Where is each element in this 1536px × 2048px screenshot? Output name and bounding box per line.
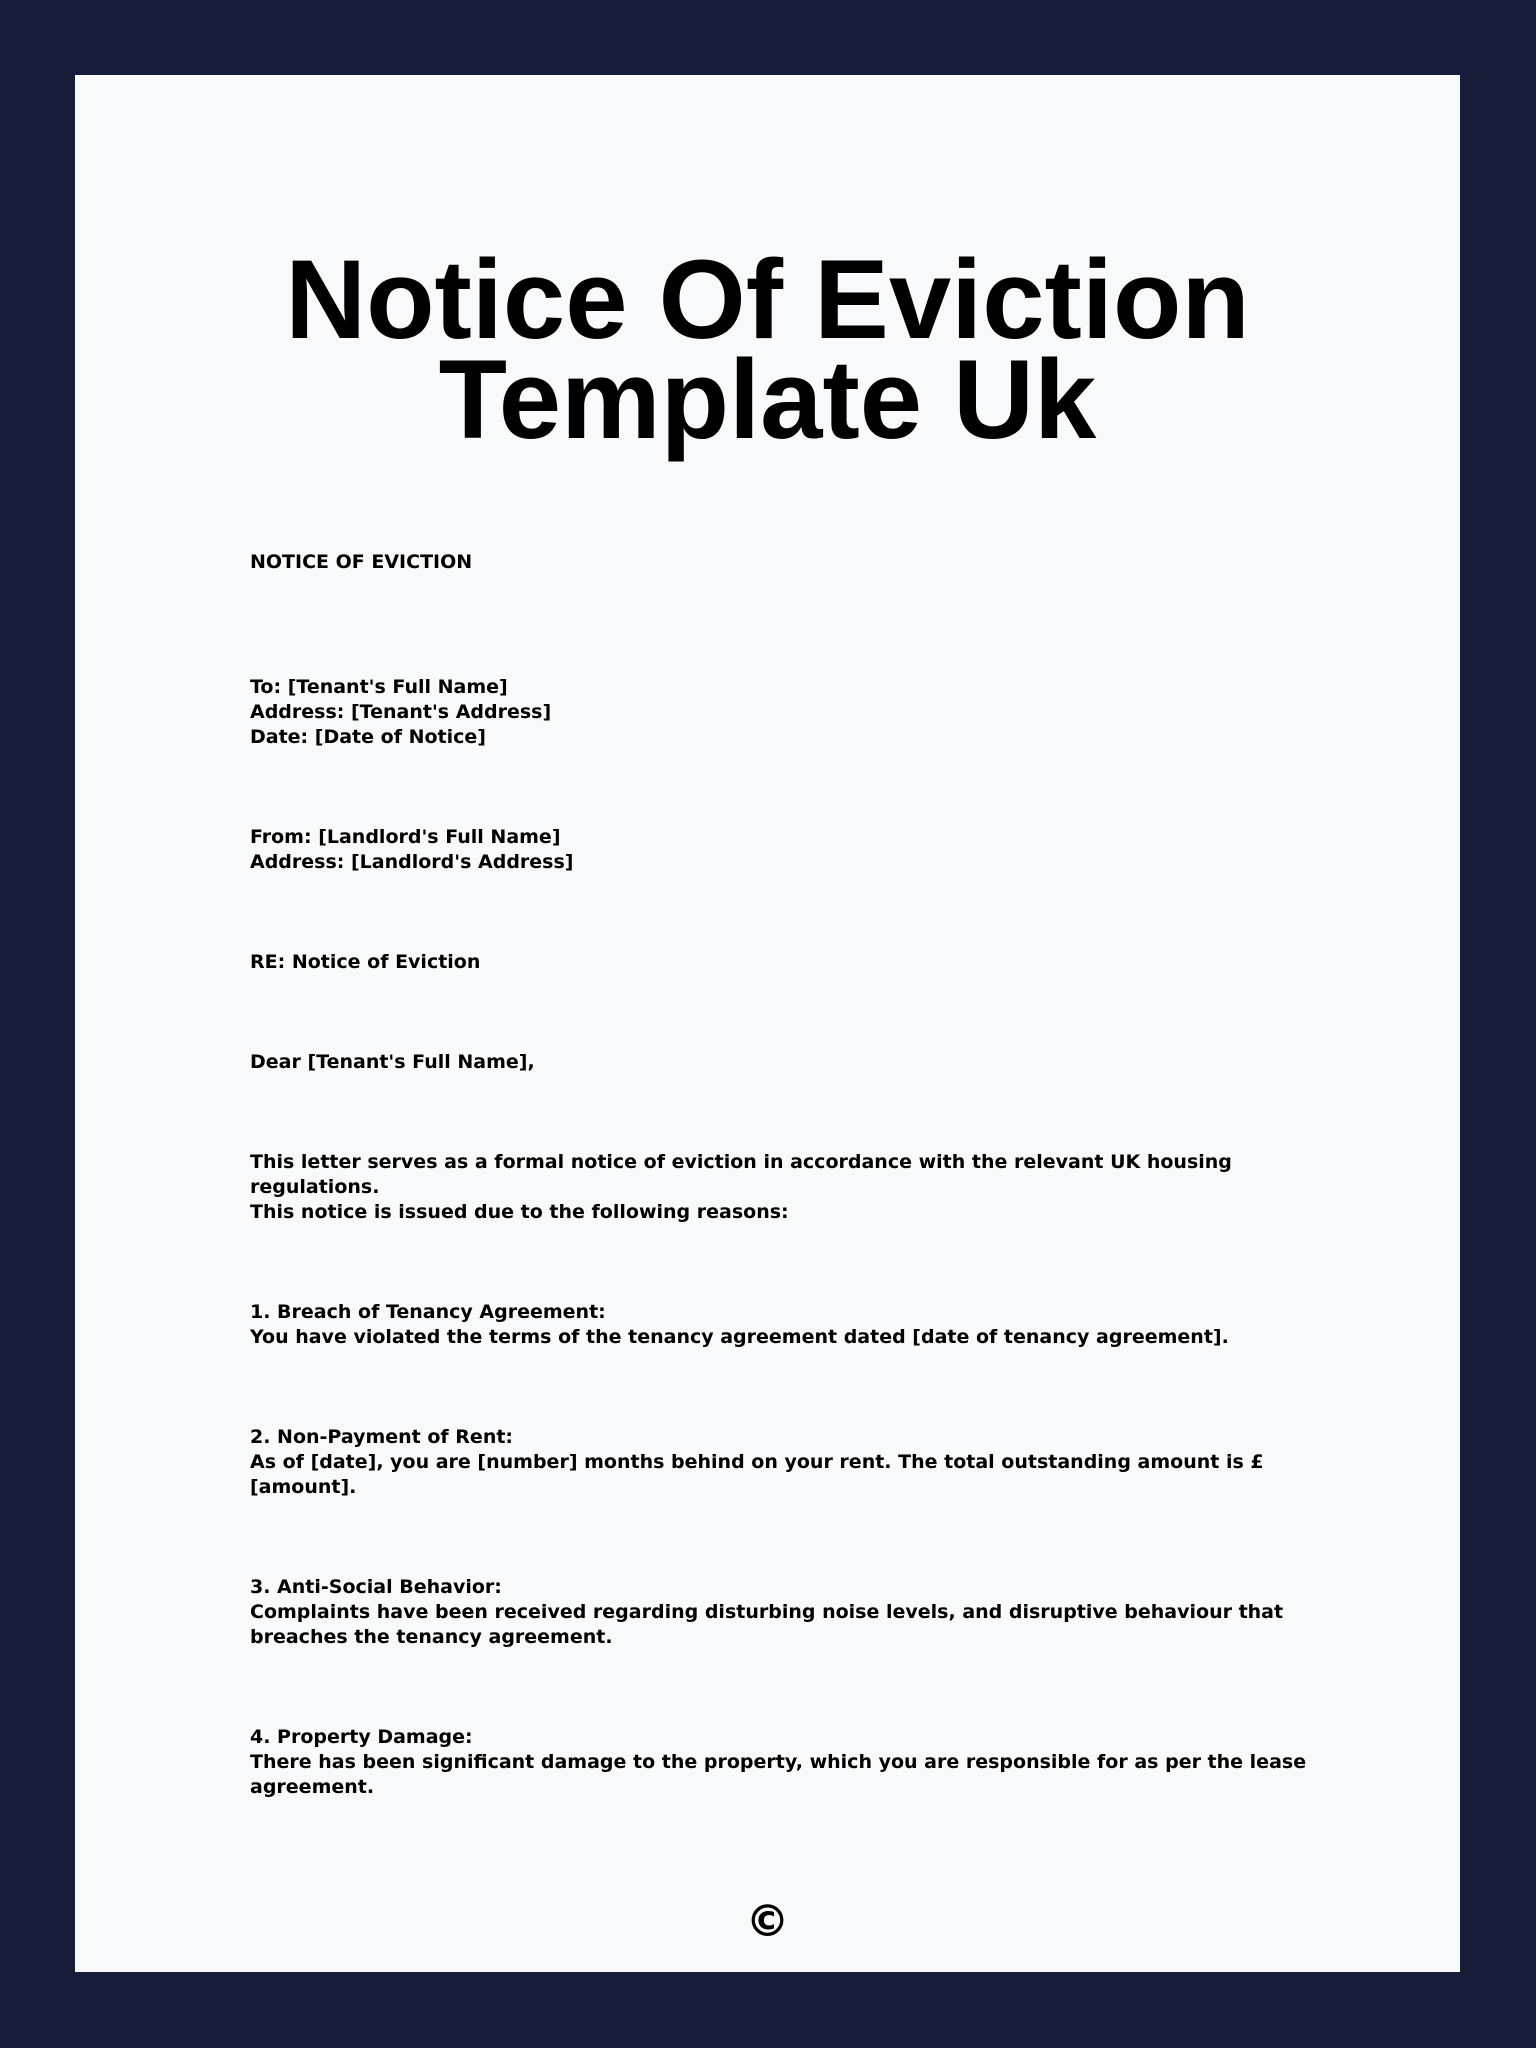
copyright-icon: © [745, 1896, 790, 1947]
from-line: From: [Landlord's Full Name] [250, 826, 561, 848]
from-address-line: Address: [Landlord's Address] [250, 851, 574, 873]
to-line: To: [Tenant's Full Name] [250, 676, 508, 698]
reason-text: You have violated the terms of the tenancy agreement dated [date of tenancy agreement]. [250, 1326, 1229, 1348]
from-block [250, 825, 1340, 875]
intro-line: This notice is issued due to the following reasons: [250, 1201, 789, 1223]
reason-item [250, 1725, 1340, 1800]
document-page [75, 75, 1460, 1972]
to-address-line: Address: [Tenant's Address] [250, 701, 552, 723]
reason-heading: 4. Property Damage: [250, 1726, 473, 1748]
notice-heading: NOTICE OF EVICTION [250, 551, 473, 573]
reason-text: Complaints have been received regarding disturbing noise levels, and disruptive behaviour that breaches the tenancy agreement. [250, 1601, 1284, 1648]
to-block [250, 675, 1340, 750]
intro-line: This letter serves as a formal notice of eviction in accordance with the relevant UK housing regulations. [250, 1151, 1232, 1198]
reason-text: There has been significant damage to the property, which you are responsible for as per the lease agreement. [250, 1751, 1307, 1798]
salutation: Dear [Tenant's Full Name], [250, 1051, 535, 1073]
reason-heading: 2. Non-Payment of Rent: [250, 1426, 514, 1448]
page-title: Notice Of Eviction Template Uk [285, 237, 1250, 462]
intro-paragraph [250, 1150, 1340, 1225]
re-line: RE: Notice of Eviction [250, 951, 481, 973]
reason-heading: 3. Anti-Social Behavior: [250, 1576, 502, 1598]
reason-heading: 1. Breach of Tenancy Agreement: [250, 1301, 606, 1323]
notice-body [250, 550, 1340, 1800]
reason-item [250, 1425, 1340, 1500]
date-line: Date: [Date of Notice] [250, 726, 486, 748]
reason-item [250, 1300, 1340, 1350]
reason-text: As of [date], you are [number] months behind on your rent. The total outstanding amount is £[amount]. [250, 1451, 1264, 1498]
reason-item [250, 1575, 1340, 1650]
